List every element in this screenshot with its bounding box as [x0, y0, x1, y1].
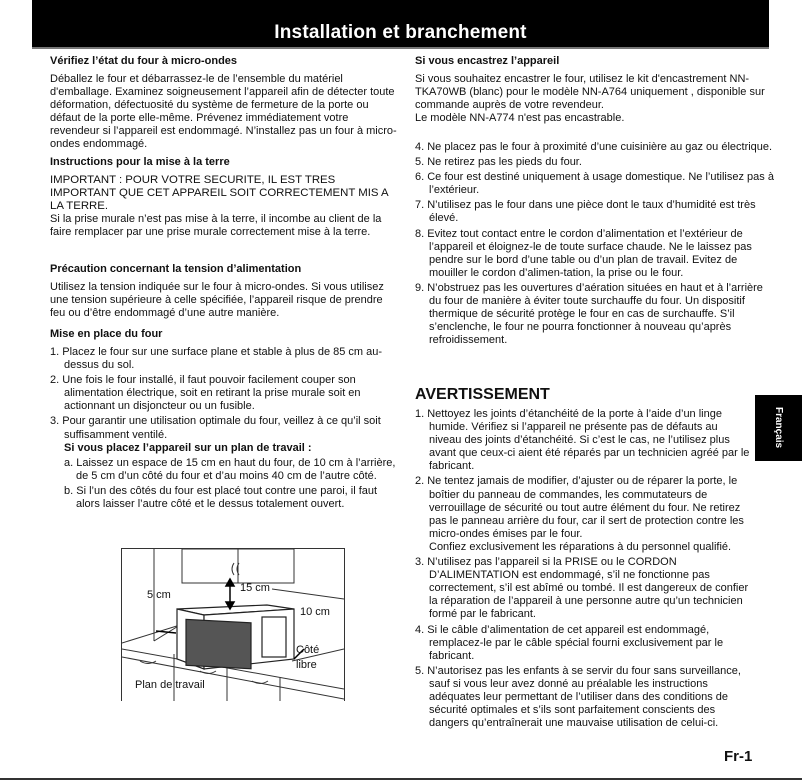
language-tab	[755, 395, 802, 461]
list-item: a. Laissez un espace de 15 cm en haut du four, de 10 cm à l’arrière, de 5 cm d’un côté du four et d’au moins 40 cm de l’autre côté.	[64, 456, 396, 482]
bottom-rule	[0, 778, 802, 780]
section-body: Si la prise murale n’est pas mise à la terre, il incombe au client de la faire remplacer par une prise murale correctement mise à la terre.	[50, 213, 382, 239]
list-item	[415, 475, 751, 554]
list-item: b. Si l’un des côtés du four est placé tout contre une paroi, il faut alors laisser l’autre côté et le dessus totalement ouvert.	[64, 484, 378, 511]
section-heading: Précaution concernant la tension d’alimentation	[50, 263, 302, 275]
warning-heading: AVERTISSEMENT	[415, 386, 550, 403]
section-voltage	[50, 263, 398, 320]
installation-diagram	[121, 548, 345, 701]
list-item: 3. N’utilisez pas l’appareil si la PRISE ou le CORDON D’ALIMENTATION est endommagé, s’il ne fonctionne pas correctement, s’il est abîmé ou tombé. Il est dangereux de confier la réparation de l’appareil à une personne autre qu’un technicien formé par le fabricant.	[415, 556, 749, 621]
placement-list-continued	[415, 141, 775, 349]
section-heading: Si vous encastrez l’appareil	[415, 55, 560, 67]
placement-sublist	[50, 457, 398, 511]
section-grounding	[50, 156, 398, 239]
section-heading: Mise en place du four	[50, 328, 163, 340]
list-item: 9. N’obstruez pas les ouvertures d’aération situées en haut et à l’arrière du four de manière à éviter toute surchauffe du four. Un dispositif thermique de sécurité protège le four en cas de surchauffe. S’il s’enclenche, le four ne pourra fonctionner à nouveau qu’après refroidissement.	[415, 281, 763, 347]
warning-list	[415, 408, 751, 730]
list-item: 6. Ce four est destiné uniquement à usage domestique. Ne l’utilisez pas à l’extérieur.	[415, 171, 774, 197]
list-item: 5. N’autorisez pas les enfants à se servir du four sans surveillance, sauf si vous leur avez donné au préalable les instructions adéquates leur permettant de l’utiliser dans des conditions de sécurité optimales et s’ils sont parfaitement conscients des dangers qu’entraînerait une mauvaise utilisation de celui-ci.	[415, 664, 741, 730]
countertop-label: Plan de travail	[135, 679, 205, 691]
section-placement	[50, 328, 398, 513]
section-heading: Instructions pour la mise à la terre	[50, 156, 230, 168]
clearance-side-label: 5 cm	[147, 589, 171, 601]
free-side-label: Côté	[296, 644, 320, 656]
section-body: Si vous souhaitez encastrer le four, utilisez le kit d'encastrement NN-TKA70WB (blanc) pour le modèle NN-A764 uniquement , disponible sur commande auprès de votre revendeur.	[415, 73, 765, 112]
list-item: 4. Si le câble d’alimentation de cet appareil est endommagé, remplacez-le par le câble spécial fourni exclusivement par le fabricant.	[415, 623, 724, 662]
clearance-top-label: 15 cm	[240, 582, 270, 594]
sub-heading: Si vous placez l’appareil sur un plan de travail :	[64, 441, 312, 454]
list-item	[50, 415, 398, 454]
page-number: Fr-1	[724, 748, 753, 765]
list-item-extra: Confiez exclusivement les réparations à du personnel qualifié.	[429, 540, 732, 553]
section-body: Utilisez la tension indiquée sur le four à micro-ondes. Si vous utilisez une tension supérieure à celle spécifiée, l’appareil risque de prendre feu ou d’être endommagé d’une autre manière.	[50, 281, 384, 320]
section-heading: Vérifiez l’état du four à micro-ondes	[50, 55, 238, 67]
list-item: 2. Une fois le four installé, il faut pouvoir facilement couper son alimentation électrique, soit en retirant la prise murale soit en actionnant un disjoncteur ou un fusible.	[50, 374, 361, 413]
list-item: 1. Placez le four sur une surface plane et stable à plus de 85 cm au-dessus du sol.	[50, 346, 383, 372]
title-banner	[32, 0, 769, 49]
section-check-oven	[50, 55, 398, 152]
list-item: 1. Nettoyez les joints d’étanchéité de la porte à l’aide d’un linge humide. Vérifiez si l’appareil ne présente pas de défauts au niveau des joints d’étanchéité. Si c’est le cas, ne l’utilisez plus avant que ceux-ci aient été réparés par un technicien agréé par le fabricant.	[415, 408, 750, 473]
page-title: Installation et branchement	[274, 21, 527, 43]
warning-section	[415, 386, 751, 732]
list	[415, 141, 775, 347]
section-built-in	[415, 55, 783, 125]
placement-list	[50, 346, 398, 455]
language-tab-label: Français	[773, 407, 785, 449]
important-notice: IMPORTANT : POUR VOTRE SECURITE, IL EST TRES IMPORTANT QUE CET APPAREIL SOIT CORRECTEMENT MIS A LA TERRE.	[50, 174, 388, 213]
list-item: 4. Ne placez pas le four à proximité d’une cuisinière au gaz ou électrique.	[415, 141, 773, 153]
list-item-text: 3. Pour garantir une utilisation optimale du four, veillez à ce qu’il soit suffisamment ventilé.	[50, 415, 381, 441]
list-item-text: 2. Ne tentez jamais de modifier, d’ajuster ou de réparer la porte, le boîtier du panneau de commandes, les commutateurs de verrouillage de sécurité ou tout autre élément du four. Ne retirez pas le panneau arrière du four, car il sert de protection contre les micro-ondes émises par le four.	[415, 475, 744, 540]
section-body-2: Le modèle NN-A774 n'est pas encastrable.	[415, 112, 625, 125]
list-item: 5. Ne retirez pas les pieds du four.	[415, 156, 582, 169]
list-item: 7. N’utilisez pas le four dans une pièce dont le taux d’humidité est très élevé.	[415, 199, 756, 225]
free-side-label-2: libre	[296, 659, 317, 671]
section-body: Déballez le four et débarrassez-le de l’ensemble du matériel d'emballage. Examinez soigneusement l’appareil afin de détecter toute déformation, défectuosité du système de fermeture de la porte ou défaut de la porte elle-même. Prévenez immédiatement votre revendeur si l’appareil est endommagé. N’installez pas un four à micro-ondes endommagé.	[50, 73, 397, 151]
clearance-back-label: 10 cm	[300, 606, 330, 618]
list-item: 8. Evitez tout contact entre le cordon d’alimentation et l’extérieur de l’appareil et éloignez-le de toute surface chaude. Ne le laissez pas pendre sur le bord d’une table ou d’un plan de travail. Evitez de mouiller le cordon d’alimen-tation, la prise ou le four.	[415, 227, 752, 279]
